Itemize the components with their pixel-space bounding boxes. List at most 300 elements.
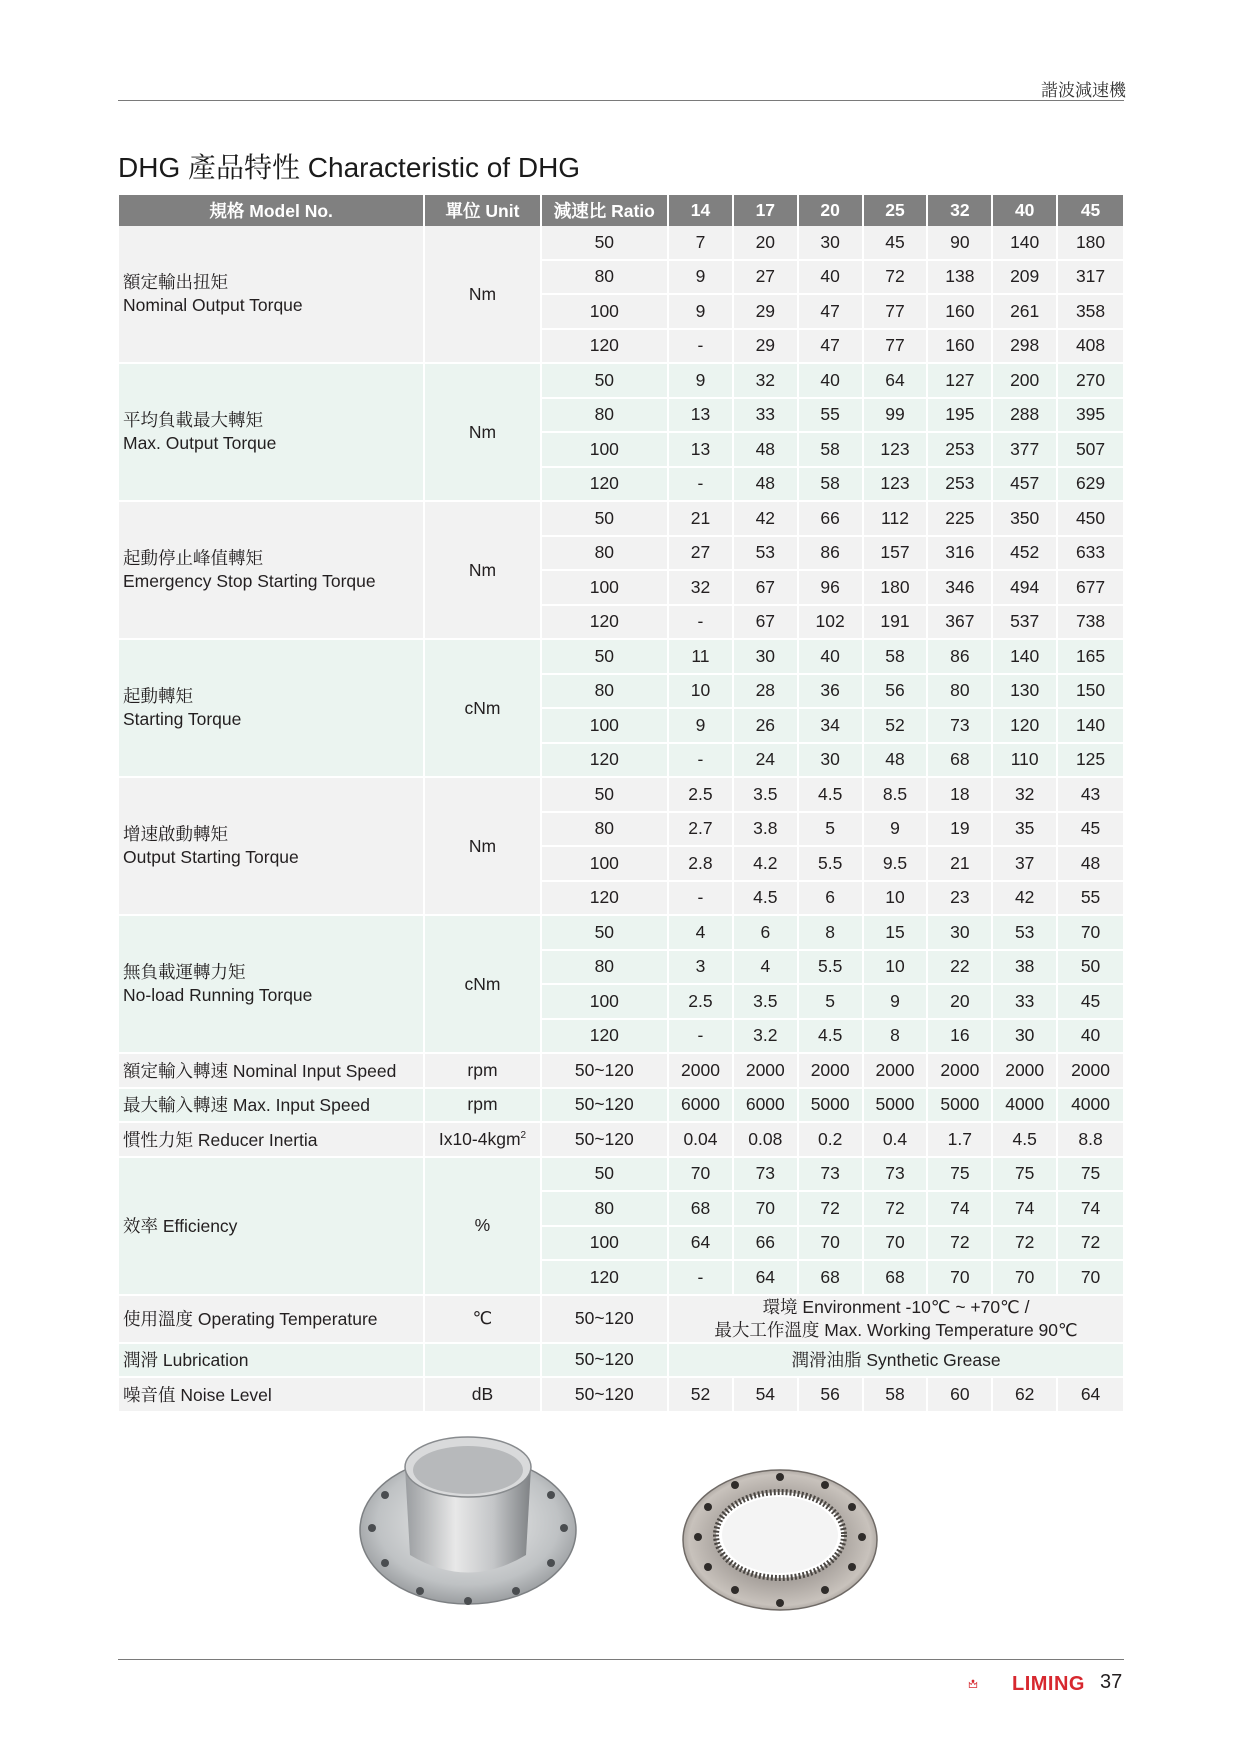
spec-name-cell xyxy=(119,778,425,916)
value-cell: 40 xyxy=(1058,1020,1123,1055)
value-cell: 19 xyxy=(928,813,993,848)
flange-photo xyxy=(360,1437,576,1605)
value-cell: 32 xyxy=(734,364,799,399)
value-cell: 26 xyxy=(734,709,799,744)
value-cell: 33 xyxy=(993,985,1058,1020)
ratio-cell: 100 xyxy=(542,571,669,606)
value-cell: 27 xyxy=(734,261,799,296)
spec-name-cell: 額定輸入轉速 Nominal Input Speed xyxy=(119,1054,425,1089)
value-cell: 10 xyxy=(669,675,734,710)
value-cell: 86 xyxy=(799,537,864,572)
liming-logo-icon xyxy=(968,1664,1008,1704)
value-cell: 2.7 xyxy=(669,813,734,848)
value-cell: 3 xyxy=(669,951,734,986)
spec-name-cell: 效率 Efficiency xyxy=(119,1158,425,1296)
value-cell: 70 xyxy=(734,1192,799,1227)
table-row xyxy=(119,364,1123,399)
value-cell: 160 xyxy=(928,330,993,365)
value-cell: 47 xyxy=(799,330,864,365)
unit-cell xyxy=(425,1344,541,1379)
value-cell: 27 xyxy=(669,537,734,572)
table-header-row xyxy=(119,195,1123,226)
unit-superscript: 2 xyxy=(520,1129,527,1141)
value-cell: 16 xyxy=(928,1020,993,1055)
value-cell: 68 xyxy=(928,744,993,779)
value-cell: 21 xyxy=(928,847,993,882)
value-cell: 40 xyxy=(799,640,864,675)
header-cell: 32 xyxy=(928,195,993,226)
bottom-divider xyxy=(118,1659,1124,1660)
value-cell: 9 xyxy=(669,295,734,330)
value-cell: 72 xyxy=(864,1192,929,1227)
value-cell: 633 xyxy=(1058,537,1123,572)
value-cell: 7 xyxy=(669,226,734,261)
value-cell: 165 xyxy=(1058,640,1123,675)
table-row xyxy=(119,502,1123,537)
value-cell: 316 xyxy=(928,537,993,572)
spec-name-en: No-load Running Torque xyxy=(123,985,313,1005)
spec-name-zh: 起動轉矩 xyxy=(123,686,193,706)
value-cell: 209 xyxy=(993,261,1058,296)
spec-table xyxy=(119,195,1123,1413)
value-cell: 13 xyxy=(669,433,734,468)
value-cell: 90 xyxy=(928,226,993,261)
value-cell: 99 xyxy=(864,399,929,434)
value-cell: 38 xyxy=(993,951,1058,986)
ratio-cell: 50~120 xyxy=(542,1344,669,1379)
value-cell: 8 xyxy=(864,1020,929,1055)
value-cell: 48 xyxy=(734,433,799,468)
temperature-line: 最大工作溫度 Max. Working Temperature 90℃ xyxy=(714,1319,1078,1340)
value-cell: 2000 xyxy=(928,1054,993,1089)
value-cell: 77 xyxy=(864,330,929,365)
header-cell: 規格 Model No. xyxy=(119,195,425,226)
value-cell: 3.8 xyxy=(734,813,799,848)
value-cell: 64 xyxy=(734,1261,799,1296)
value-cell: 253 xyxy=(928,433,993,468)
value-cell: 120 xyxy=(993,709,1058,744)
value-cell: 70 xyxy=(1058,1261,1123,1296)
ratio-cell: 120 xyxy=(542,744,669,779)
value-cell: 452 xyxy=(993,537,1058,572)
value-cell: 75 xyxy=(1058,1158,1123,1193)
value-cell: 53 xyxy=(993,916,1058,951)
value-cell: 45 xyxy=(1058,985,1123,1020)
value-cell: 67 xyxy=(734,571,799,606)
value-cell: 15 xyxy=(864,916,929,951)
value-cell: 40 xyxy=(799,364,864,399)
unit-cell: % xyxy=(425,1158,541,1296)
spec-name-cell xyxy=(119,364,425,502)
value-cell: 2000 xyxy=(1058,1054,1123,1089)
value-cell: 4000 xyxy=(993,1089,1058,1124)
ratio-cell: 50 xyxy=(542,1158,669,1193)
value-cell: 180 xyxy=(1058,226,1123,261)
spec-name-cell: 慣性力矩 Reducer Inertia xyxy=(119,1123,425,1158)
value-cell: 138 xyxy=(928,261,993,296)
value-cell: 140 xyxy=(993,226,1058,261)
value-cell: 494 xyxy=(993,571,1058,606)
value-cell: 9.5 xyxy=(864,847,929,882)
value-cell: 395 xyxy=(1058,399,1123,434)
value-cell: 70 xyxy=(1058,916,1123,951)
value-cell: 457 xyxy=(993,468,1058,503)
value-cell: 3.5 xyxy=(734,985,799,1020)
value-cell: 56 xyxy=(799,1378,864,1413)
value-cell: 34 xyxy=(799,709,864,744)
ratio-cell: 100 xyxy=(542,1227,669,1262)
ratio-cell: 50 xyxy=(542,364,669,399)
value-cell: 6000 xyxy=(734,1089,799,1124)
unit-cell: Nm xyxy=(425,502,541,640)
ratio-cell: 50 xyxy=(542,226,669,261)
value-cell: 127 xyxy=(928,364,993,399)
value-cell: 150 xyxy=(1058,675,1123,710)
value-cell: 738 xyxy=(1058,606,1123,641)
ratio-cell: 80 xyxy=(542,813,669,848)
header-cell: 減速比 Ratio xyxy=(542,195,669,226)
value-cell: 68 xyxy=(864,1261,929,1296)
value-cell: 77 xyxy=(864,295,929,330)
value-cell: 5000 xyxy=(864,1089,929,1124)
value-cell: 4000 xyxy=(1058,1089,1123,1124)
value-cell: 73 xyxy=(928,709,993,744)
table-row xyxy=(119,1123,1123,1158)
header-cell: 20 xyxy=(799,195,864,226)
spec-name-zh: 起動停止峰值轉矩 xyxy=(123,548,263,568)
value-cell: 64 xyxy=(1058,1378,1123,1413)
unit-cell: Nm xyxy=(425,778,541,916)
ratio-cell: 100 xyxy=(542,295,669,330)
value-cell: 64 xyxy=(669,1227,734,1262)
spec-name-cell: 最大輸入轉速 Max. Input Speed xyxy=(119,1089,425,1124)
top-divider xyxy=(118,100,1124,101)
value-cell: 45 xyxy=(1058,813,1123,848)
table-row xyxy=(119,1378,1123,1413)
value-cell: 24 xyxy=(734,744,799,779)
table-row xyxy=(119,1344,1123,1379)
value-cell: 47 xyxy=(799,295,864,330)
value-cell: 18 xyxy=(928,778,993,813)
value-cell: 73 xyxy=(799,1158,864,1193)
spec-name-cell xyxy=(119,640,425,778)
ratio-cell: 80 xyxy=(542,261,669,296)
value-cell: 377 xyxy=(993,433,1058,468)
value-cell: 70 xyxy=(669,1158,734,1193)
header-cell: 40 xyxy=(993,195,1058,226)
value-cell: 66 xyxy=(799,502,864,537)
value-cell: 450 xyxy=(1058,502,1123,537)
unit-cell: cNm xyxy=(425,916,541,1054)
value-cell: 74 xyxy=(1058,1192,1123,1227)
ratio-cell: 50~120 xyxy=(542,1054,669,1089)
unit-text: Ix10-4kgm xyxy=(438,1128,521,1149)
value-cell: 2.5 xyxy=(669,985,734,1020)
value-cell: 5.5 xyxy=(799,847,864,882)
ratio-cell: 80 xyxy=(542,675,669,710)
product-photos xyxy=(340,1425,920,1625)
value-cell: 537 xyxy=(993,606,1058,641)
lubrication-value-cell: 潤滑油脂 Synthetic Grease xyxy=(669,1344,1123,1379)
ratio-cell: 50~120 xyxy=(542,1296,669,1344)
header-cell: 單位 Unit xyxy=(425,195,541,226)
value-cell: 64 xyxy=(864,364,929,399)
value-cell: - xyxy=(669,606,734,641)
ratio-cell: 100 xyxy=(542,433,669,468)
table-row xyxy=(119,778,1123,813)
value-cell: 66 xyxy=(734,1227,799,1262)
value-cell: - xyxy=(669,1020,734,1055)
value-cell: 140 xyxy=(993,640,1058,675)
value-cell: 13 xyxy=(669,399,734,434)
value-cell: 298 xyxy=(993,330,1058,365)
unit-cell: Nm xyxy=(425,226,541,364)
value-cell: 73 xyxy=(864,1158,929,1193)
ratio-cell: 120 xyxy=(542,468,669,503)
temperature-line: 環境 Environment -10℃ ~ +70℃ / xyxy=(762,1296,1030,1317)
ratio-cell: 50 xyxy=(542,640,669,675)
value-cell: 2.8 xyxy=(669,847,734,882)
value-cell: 43 xyxy=(1058,778,1123,813)
value-cell: 2.5 xyxy=(669,778,734,813)
value-cell: 72 xyxy=(1058,1227,1123,1262)
unit-cell: cNm xyxy=(425,640,541,778)
value-cell: 5.5 xyxy=(799,951,864,986)
value-cell: 11 xyxy=(669,640,734,675)
value-cell: 123 xyxy=(864,433,929,468)
value-cell: 677 xyxy=(1058,571,1123,606)
value-cell: 4.5 xyxy=(799,778,864,813)
value-cell: 125 xyxy=(1058,744,1123,779)
ratio-cell: 50~120 xyxy=(542,1378,669,1413)
value-cell: 2000 xyxy=(993,1054,1058,1089)
value-cell: 6000 xyxy=(669,1089,734,1124)
value-cell: 48 xyxy=(734,468,799,503)
value-cell: 5000 xyxy=(928,1089,993,1124)
value-cell: 367 xyxy=(928,606,993,641)
value-cell: 42 xyxy=(993,882,1058,917)
section-title: 諧波減速機 xyxy=(1041,81,1126,100)
table-row xyxy=(119,916,1123,951)
value-cell: 32 xyxy=(669,571,734,606)
ratio-cell: 80 xyxy=(542,951,669,986)
header-cell: 25 xyxy=(864,195,929,226)
value-cell: 350 xyxy=(993,502,1058,537)
value-cell: 0.2 xyxy=(799,1123,864,1158)
value-cell: 2000 xyxy=(734,1054,799,1089)
ratio-cell: 50~120 xyxy=(542,1123,669,1158)
value-cell: 346 xyxy=(928,571,993,606)
value-cell: - xyxy=(669,1261,734,1296)
value-cell: 9 xyxy=(669,364,734,399)
header-cell: 14 xyxy=(669,195,734,226)
value-cell: 9 xyxy=(864,813,929,848)
value-cell: 3.2 xyxy=(734,1020,799,1055)
value-cell: 28 xyxy=(734,675,799,710)
value-cell: 48 xyxy=(864,744,929,779)
value-cell: 0.4 xyxy=(864,1123,929,1158)
value-cell: 112 xyxy=(864,502,929,537)
spec-name-zh: 平均負載最大轉矩 xyxy=(123,410,263,430)
ratio-cell: 80 xyxy=(542,399,669,434)
ratio-cell: 100 xyxy=(542,709,669,744)
value-cell: 9 xyxy=(864,985,929,1020)
value-cell: 53 xyxy=(734,537,799,572)
value-cell: 140 xyxy=(1058,709,1123,744)
value-cell: 74 xyxy=(928,1192,993,1227)
value-cell: 200 xyxy=(993,364,1058,399)
spec-name-en: Output Starting Torque xyxy=(123,847,299,867)
value-cell: 86 xyxy=(928,640,993,675)
ratio-cell: 120 xyxy=(542,882,669,917)
value-cell: 4 xyxy=(734,951,799,986)
value-cell: 29 xyxy=(734,295,799,330)
value-cell: 96 xyxy=(799,571,864,606)
value-cell: 6 xyxy=(734,916,799,951)
page-number: 37 xyxy=(1100,1671,1123,1693)
header-cell: 45 xyxy=(1058,195,1123,226)
spec-name-en: Nominal Output Torque xyxy=(123,295,303,315)
value-cell: 32 xyxy=(993,778,1058,813)
value-cell: 629 xyxy=(1058,468,1123,503)
spec-name-en: Emergency Stop Starting Torque xyxy=(123,571,376,591)
spec-name-cell xyxy=(119,916,425,1054)
value-cell: 10 xyxy=(864,951,929,986)
value-cell: 5 xyxy=(799,813,864,848)
value-cell: 157 xyxy=(864,537,929,572)
value-cell: - xyxy=(669,744,734,779)
value-cell: 4.2 xyxy=(734,847,799,882)
value-cell: 30 xyxy=(993,1020,1058,1055)
value-cell: 0.04 xyxy=(669,1123,734,1158)
value-cell: 29 xyxy=(734,330,799,365)
value-cell: 261 xyxy=(993,295,1058,330)
value-cell: 21 xyxy=(669,502,734,537)
ratio-cell: 120 xyxy=(542,606,669,641)
value-cell: 40 xyxy=(799,261,864,296)
value-cell: 253 xyxy=(928,468,993,503)
ratio-cell: 100 xyxy=(542,985,669,1020)
page-title: DHG 產品特性 Characteristic of DHG xyxy=(118,152,581,183)
value-cell: 70 xyxy=(799,1227,864,1262)
table-row xyxy=(119,226,1123,261)
value-cell: 42 xyxy=(734,502,799,537)
value-cell: 2000 xyxy=(669,1054,734,1089)
ratio-cell: 120 xyxy=(542,1020,669,1055)
value-cell: 9 xyxy=(669,261,734,296)
unit-cell: ℃ xyxy=(425,1296,541,1344)
value-cell: 10 xyxy=(864,882,929,917)
value-cell: 72 xyxy=(928,1227,993,1262)
value-cell: 110 xyxy=(993,744,1058,779)
value-cell: 3.5 xyxy=(734,778,799,813)
value-cell: 56 xyxy=(864,675,929,710)
value-cell: - xyxy=(669,882,734,917)
value-cell: 30 xyxy=(734,640,799,675)
value-cell: 30 xyxy=(799,226,864,261)
spec-name-en: Max. Output Torque xyxy=(123,433,277,453)
value-cell: 358 xyxy=(1058,295,1123,330)
value-cell: 70 xyxy=(928,1261,993,1296)
value-cell: 4.5 xyxy=(993,1123,1058,1158)
value-cell: 58 xyxy=(799,433,864,468)
ratio-cell: 80 xyxy=(542,537,669,572)
value-cell: 102 xyxy=(799,606,864,641)
brand-name: LIMING xyxy=(1012,1673,1085,1695)
value-cell: 33 xyxy=(734,399,799,434)
header-cell: 17 xyxy=(734,195,799,226)
value-cell: 9 xyxy=(669,709,734,744)
value-cell: 75 xyxy=(993,1158,1058,1193)
value-cell: 2000 xyxy=(799,1054,864,1089)
value-cell: 48 xyxy=(1058,847,1123,882)
spec-name-zh: 無負載運轉力矩 xyxy=(123,962,246,982)
value-cell: 72 xyxy=(864,261,929,296)
unit-cell: dB xyxy=(425,1378,541,1413)
value-cell: 4.5 xyxy=(799,1020,864,1055)
ratio-cell: 120 xyxy=(542,1261,669,1296)
value-cell: 52 xyxy=(669,1378,734,1413)
value-cell: 54 xyxy=(734,1378,799,1413)
unit-cell: rpm xyxy=(425,1054,541,1089)
value-cell: 36 xyxy=(799,675,864,710)
value-cell: 58 xyxy=(864,1378,929,1413)
value-cell: 5 xyxy=(799,985,864,1020)
value-cell: 35 xyxy=(993,813,1058,848)
spec-name-cell: 使用溫度 Operating Temperature xyxy=(119,1296,425,1344)
value-cell: 123 xyxy=(864,468,929,503)
value-cell: 180 xyxy=(864,571,929,606)
value-cell: 70 xyxy=(864,1227,929,1262)
value-cell: 6 xyxy=(799,882,864,917)
value-cell: 130 xyxy=(993,675,1058,710)
spec-name-cell: 潤滑 Lubrication xyxy=(119,1344,425,1379)
value-cell: 74 xyxy=(993,1192,1058,1227)
value-cell: 4.5 xyxy=(734,882,799,917)
unit-cell: Nm xyxy=(425,364,541,502)
value-cell: - xyxy=(669,468,734,503)
value-cell: 67 xyxy=(734,606,799,641)
value-cell: 50 xyxy=(1058,951,1123,986)
value-cell: 72 xyxy=(993,1227,1058,1262)
value-cell: 408 xyxy=(1058,330,1123,365)
value-cell: 317 xyxy=(1058,261,1123,296)
table-row xyxy=(119,1054,1123,1089)
table-row xyxy=(119,1158,1123,1193)
value-cell: 45 xyxy=(864,226,929,261)
value-cell: 8 xyxy=(799,916,864,951)
value-cell: 20 xyxy=(734,226,799,261)
value-cell: 507 xyxy=(1058,433,1123,468)
value-cell: 22 xyxy=(928,951,993,986)
table-row xyxy=(119,1089,1123,1124)
value-cell: 8.8 xyxy=(1058,1123,1123,1158)
value-cell: 191 xyxy=(864,606,929,641)
unit-cell xyxy=(425,1123,541,1158)
spec-name-cell xyxy=(119,226,425,364)
value-cell: 20 xyxy=(928,985,993,1020)
table-row xyxy=(119,640,1123,675)
value-cell: 58 xyxy=(799,468,864,503)
temperature-value-cell xyxy=(669,1296,1123,1344)
value-cell: 68 xyxy=(799,1261,864,1296)
ratio-cell: 50 xyxy=(542,502,669,537)
value-cell: 72 xyxy=(799,1192,864,1227)
value-cell: 73 xyxy=(734,1158,799,1193)
value-cell: 2000 xyxy=(864,1054,929,1089)
ratio-cell: 80 xyxy=(542,1192,669,1227)
ratio-cell: 100 xyxy=(542,847,669,882)
